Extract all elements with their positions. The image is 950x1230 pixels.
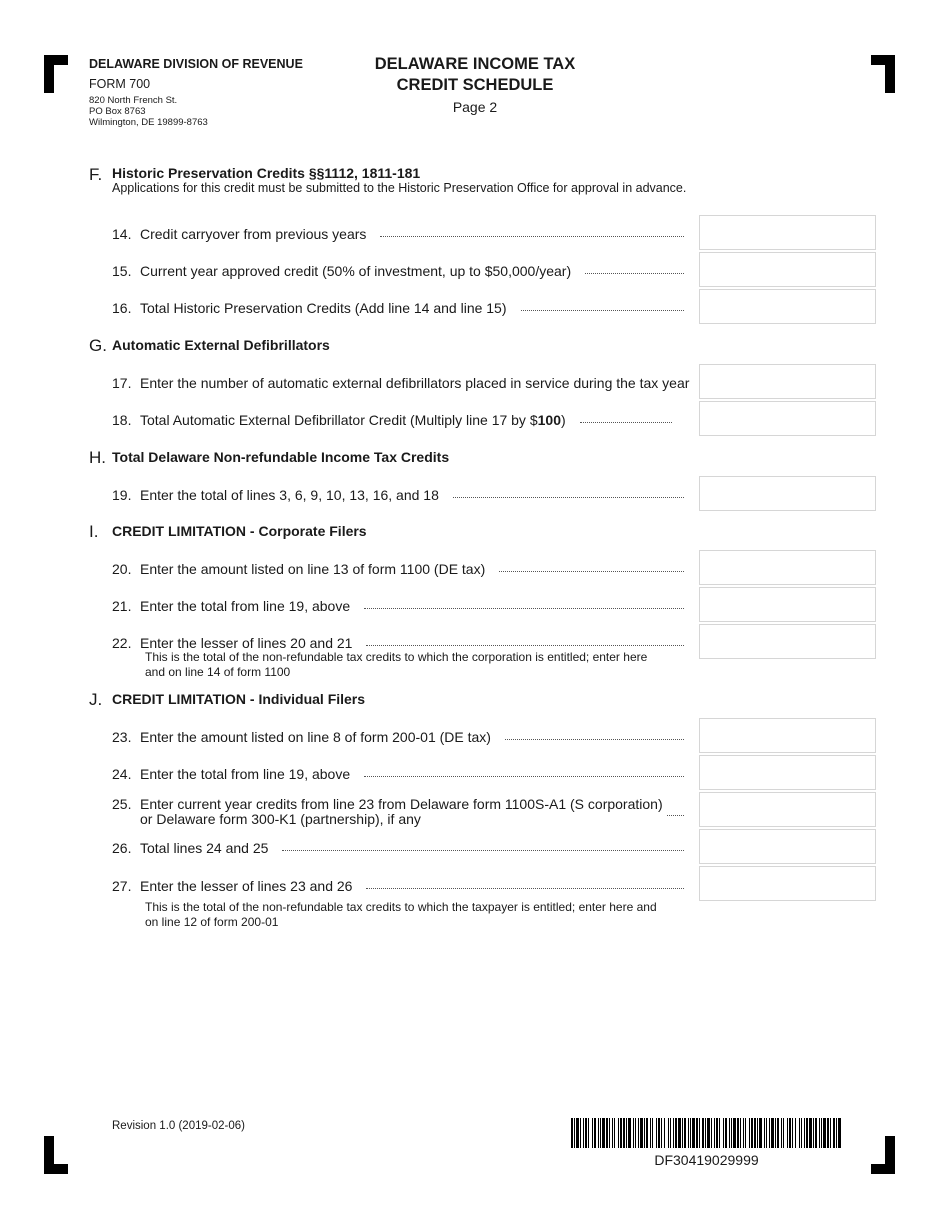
barcode-bar	[650, 1118, 651, 1148]
line-label: Enter the lesser of lines 20 and 21	[140, 635, 353, 651]
barcode-bar	[606, 1118, 608, 1148]
line-17-count-field[interactable]	[699, 364, 876, 399]
barcode-bar	[766, 1118, 767, 1148]
barcode-bar	[707, 1118, 710, 1148]
dot-leader	[453, 497, 684, 498]
barcode-bar	[714, 1118, 715, 1148]
barcode-bar	[740, 1118, 741, 1148]
dot-leader	[364, 608, 684, 609]
agency-address	[89, 95, 208, 128]
dot-leader	[282, 850, 684, 851]
barcode-bar	[806, 1118, 808, 1148]
barcode-bar	[719, 1118, 720, 1148]
barcode-bar	[745, 1118, 746, 1148]
line-number: 24.	[112, 766, 132, 782]
section-title-h: Total Delaware Non-refundable Income Tax Credits	[112, 449, 450, 465]
line-label: Enter the amount listed on line 8 of form 200-01 (DE tax)	[140, 729, 491, 745]
barcode-bar	[754, 1118, 756, 1148]
registration-mark-top-right	[871, 55, 895, 93]
line-label	[140, 412, 566, 428]
barcode-bar	[600, 1118, 601, 1148]
barcode-bar	[729, 1118, 730, 1148]
address-line: Wilmington, DE 19899-8763	[89, 117, 208, 128]
line-26-amount-field[interactable]	[699, 829, 876, 864]
registration-mark-bottom-right	[871, 1136, 895, 1174]
registration-mark-top-left	[44, 55, 68, 93]
line-number: 18.	[112, 412, 132, 428]
barcode-bar	[696, 1118, 698, 1148]
registration-mark-bottom-left	[44, 1136, 68, 1174]
barcode-bar	[711, 1118, 712, 1148]
barcode-bar	[723, 1118, 724, 1148]
form-number: FORM 700	[89, 77, 151, 91]
line-label-part: Total Automatic External Defibrillator Credit (Multiply line 17 by $	[140, 412, 538, 428]
barcode-bar	[576, 1118, 579, 1148]
barcode-bar	[838, 1118, 841, 1148]
barcode-bar	[769, 1118, 770, 1148]
barcode-bar	[801, 1118, 802, 1148]
line-number: 20.	[112, 561, 132, 577]
barcode-bar	[638, 1118, 639, 1148]
dot-leader	[521, 310, 684, 311]
line-label: Enter the amount listed on line 13 of form 1100 (DE tax)	[140, 561, 486, 577]
barcode-bar	[795, 1118, 796, 1148]
barcode-bar	[799, 1118, 800, 1148]
barcode-bar	[688, 1118, 689, 1148]
barcode-bar	[602, 1118, 605, 1148]
barcode-bar	[804, 1118, 805, 1148]
line-21-amount-field[interactable]	[699, 587, 876, 622]
line-19-amount-field[interactable]	[699, 476, 876, 511]
barcode-bar	[668, 1118, 669, 1148]
line-14	[112, 224, 684, 242]
dot-leader	[366, 888, 684, 889]
barcode-bar	[783, 1118, 784, 1148]
line-25-amount-field[interactable]	[699, 792, 876, 827]
dot-leader	[380, 236, 684, 237]
section-title-f: Historic Preservation Credits §§1112, 1811-181	[112, 165, 421, 181]
line-label: Enter the lesser of lines 23 and 26	[140, 878, 353, 894]
section-letter-j: J.	[89, 690, 103, 709]
barcode-bar	[583, 1118, 584, 1148]
barcode-bar	[673, 1118, 674, 1148]
line-17	[112, 373, 690, 391]
line-23-amount-field[interactable]	[699, 718, 876, 753]
line-label: Enter the total from line 19, above	[140, 598, 351, 614]
barcode-bar	[702, 1118, 704, 1148]
barcode-bar	[827, 1118, 829, 1148]
barcode-bar	[661, 1118, 662, 1148]
barcode-bar	[699, 1118, 700, 1148]
barcode-bar	[571, 1118, 573, 1148]
barcode-bar	[813, 1118, 814, 1148]
barcode-bar	[588, 1118, 589, 1148]
barcode-bar	[823, 1118, 826, 1148]
line-number: 19.	[112, 487, 132, 503]
section-title-j: CREDIT LIMITATION - Individual Filers	[112, 691, 366, 707]
line-label: Enter the number of automatic external defibrillators placed in service during the tax year	[140, 375, 690, 391]
barcode-bar	[749, 1118, 750, 1148]
barcode-bar	[737, 1118, 739, 1148]
barcode-bar	[609, 1118, 610, 1148]
barcode-bar	[684, 1118, 686, 1148]
dot-leader	[366, 645, 684, 646]
line-label: Enter the total from line 19, above	[140, 766, 351, 782]
barcode-bar	[757, 1118, 758, 1148]
barcode-bar	[664, 1118, 665, 1148]
line-22-note	[145, 650, 685, 680]
barcode-bar	[628, 1118, 631, 1148]
barcode-bar	[678, 1118, 681, 1148]
note-line: on line 12 of form 200-01	[145, 915, 279, 929]
barcode-bar	[809, 1118, 812, 1148]
agency-name: DELAWARE DIVISION OF REVENUE	[89, 57, 303, 71]
barcode-bar	[731, 1118, 732, 1148]
credit-rate: 100	[537, 412, 561, 428]
barcode-bar	[821, 1118, 822, 1148]
barcode-bar	[612, 1118, 613, 1148]
barcode-number: DF30419029999	[654, 1152, 759, 1168]
line-26	[112, 838, 684, 856]
line-number: 22.	[112, 635, 132, 651]
section-letter-i: I.	[89, 522, 99, 541]
barcode-bar	[743, 1118, 744, 1148]
barcode-bar	[675, 1118, 677, 1148]
barcode-bar	[725, 1118, 727, 1148]
barcode-bar	[614, 1118, 615, 1148]
barcode-bar	[781, 1118, 782, 1148]
barcode-bar	[751, 1118, 753, 1148]
line-15	[112, 261, 684, 279]
line-27-amount-field[interactable]	[699, 866, 876, 901]
barcode-bar	[830, 1118, 831, 1148]
barcode-bar	[815, 1118, 817, 1148]
line-number: 17.	[112, 375, 132, 391]
line-21	[112, 596, 684, 614]
line-14-amount-field[interactable]	[699, 215, 876, 250]
line-number: 14.	[112, 226, 132, 242]
line-25-label-continued: or Delaware form 300-K1 (partnership), if any	[140, 811, 421, 827]
barcode-bar	[775, 1118, 776, 1148]
revision-label: Revision 1.0 (2019-02-06)	[112, 1120, 245, 1132]
barcode-bar	[658, 1118, 660, 1148]
barcode-bar	[623, 1118, 625, 1148]
section-note-f: Applications for this credit must be submitted to the Historic Preservation Office for approval in advance.	[112, 181, 687, 195]
barcode-bar	[618, 1118, 619, 1148]
line-23	[112, 727, 684, 745]
section-letter-g: G.	[89, 336, 107, 355]
dot-leader	[505, 739, 684, 740]
line-24-amount-field[interactable]	[699, 755, 876, 790]
form-title-line: DELAWARE INCOME TAX	[374, 55, 576, 73]
line-16	[112, 298, 684, 316]
address-line: PO Box 8763	[89, 106, 146, 117]
line-label: Total lines 24 and 25	[140, 840, 269, 856]
form-title	[340, 54, 610, 96]
barcode-bar	[759, 1118, 762, 1148]
line-number: 26.	[112, 840, 132, 856]
form-title-line: CREDIT SCHEDULE	[396, 76, 554, 94]
line-18-amount-field[interactable]	[699, 401, 876, 436]
barcode-bar	[646, 1118, 648, 1148]
note-line: This is the total of the non-refundable tax credits to which the corporation is entitled; enter here	[145, 650, 648, 664]
barcode-bar	[682, 1118, 683, 1148]
barcode-bar	[594, 1118, 596, 1148]
barcode-bar	[789, 1118, 791, 1148]
line-number: 27.	[112, 878, 132, 894]
line-number: 16.	[112, 300, 132, 316]
barcode-bar	[620, 1118, 622, 1148]
barcode-bar	[690, 1118, 691, 1148]
barcode-bar	[580, 1118, 581, 1148]
dot-leader	[585, 273, 684, 274]
line-number: 25.	[112, 796, 132, 812]
barcode-bar	[592, 1118, 593, 1148]
line-24	[112, 764, 684, 782]
dot-leader	[667, 815, 684, 816]
line-22-amount-field[interactable]	[699, 624, 876, 659]
line-label: Total Historic Preservation Credits (Add line 14 and line 15)	[140, 300, 507, 316]
barcode-image	[571, 1118, 842, 1148]
barcode-bar	[819, 1118, 820, 1148]
barcode-bar	[633, 1118, 634, 1148]
line-label: Current year approved credit (50% of investment, up to $50,000/year)	[140, 263, 572, 279]
barcode-bar	[574, 1118, 575, 1148]
line-27-note	[145, 900, 685, 930]
line-25	[112, 794, 684, 812]
barcode-bar	[585, 1118, 587, 1148]
line-20	[112, 559, 684, 577]
section-title-g: Automatic External Defibrillators	[112, 337, 330, 353]
barcode-bar	[635, 1118, 636, 1148]
line-number: 23.	[112, 729, 132, 745]
barcode-bar	[652, 1118, 653, 1148]
line-27	[112, 876, 684, 894]
barcode-bar	[656, 1118, 657, 1148]
address-line: 820 North French St.	[89, 95, 178, 106]
line-19	[112, 485, 684, 503]
dot-leader	[499, 571, 684, 572]
line-label-part: )	[560, 412, 566, 428]
section-title-i: CREDIT LIMITATION - Corporate Filers	[112, 523, 367, 539]
section-letter-f: F.	[89, 165, 103, 184]
barcode-bar	[733, 1118, 736, 1148]
note-line: and on line 14 of form 1100	[145, 665, 291, 679]
line-20-amount-field[interactable]	[699, 550, 876, 585]
barcode-bar	[787, 1118, 788, 1148]
barcode-bar	[640, 1118, 643, 1148]
barcode-bar	[833, 1118, 835, 1148]
line-16-amount-field[interactable]	[699, 289, 876, 324]
barcode-bar	[716, 1118, 718, 1148]
note-line: This is the total of the non-refundable tax credits to which the taxpayer is entitled; enter here and	[145, 900, 657, 914]
line-number: 21.	[112, 598, 132, 614]
section-letter-h: H.	[89, 448, 106, 467]
line-label: Credit carryover from previous years	[140, 226, 367, 242]
page-number: Page 2	[452, 99, 498, 115]
barcode-bar	[670, 1118, 671, 1148]
barcode-bar	[836, 1118, 837, 1148]
line-18	[112, 410, 672, 428]
barcode-bar	[692, 1118, 695, 1148]
barcode-bar	[792, 1118, 793, 1148]
dot-leader	[364, 776, 684, 777]
barcode-bar	[764, 1118, 765, 1148]
barcode-bar	[705, 1118, 706, 1148]
barcode-bar	[626, 1118, 627, 1148]
line-label: Enter current year credits from line 23 from Delaware form 1100S-A1 (S corporation)	[140, 796, 663, 812]
barcode-bar	[644, 1118, 645, 1148]
line-22	[112, 633, 684, 651]
barcode-bar	[598, 1118, 599, 1148]
line-number: 15.	[112, 263, 132, 279]
barcode-bar	[771, 1118, 774, 1148]
line-15-amount-field[interactable]	[699, 252, 876, 287]
barcode-bar	[777, 1118, 779, 1148]
line-label: Enter the total of lines 3, 6, 9, 10, 13, 16, and 18	[140, 487, 439, 503]
dot-leader	[580, 422, 672, 423]
